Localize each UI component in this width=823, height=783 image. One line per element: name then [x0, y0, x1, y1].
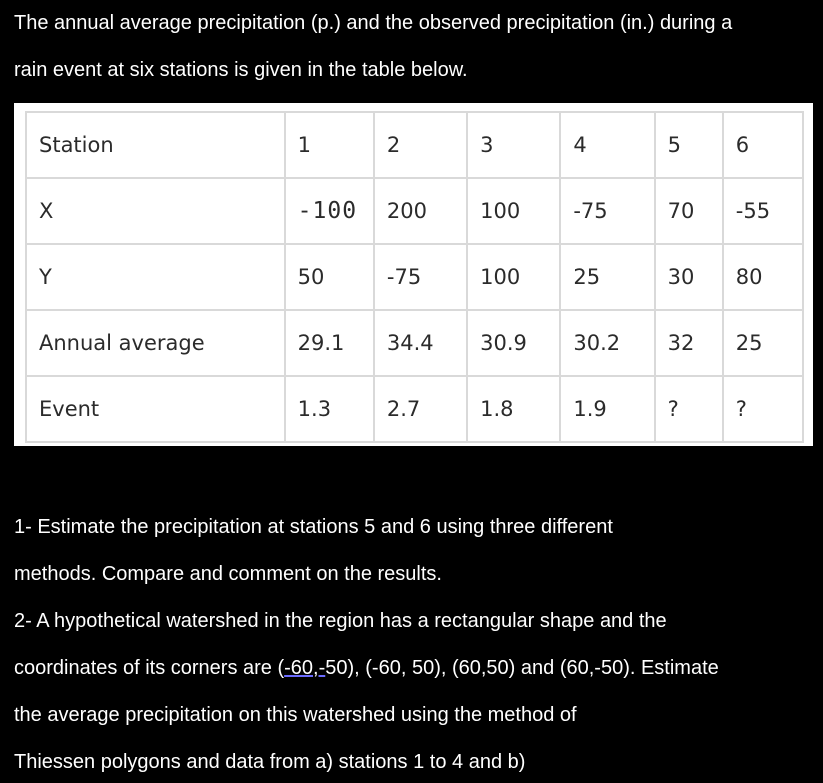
- table-cell: 30.9: [467, 310, 560, 376]
- coordinate-link[interactable]: -60,-: [284, 657, 326, 679]
- table-cell: 29.1: [285, 310, 374, 376]
- table-cell: ?: [723, 376, 803, 442]
- table-cell: 100: [467, 178, 560, 244]
- table-cell: 30.2: [560, 310, 654, 376]
- table-row-x: [26, 178, 803, 244]
- table-image: [14, 103, 813, 446]
- row-label: Event: [26, 376, 285, 442]
- table-cell: 25: [723, 310, 803, 376]
- table-cell: 70: [655, 178, 723, 244]
- questions-text: [14, 504, 814, 783]
- table-cell: 1.9: [560, 376, 654, 442]
- table-cell: 1.8: [467, 376, 560, 442]
- table-cell: 3: [467, 112, 560, 178]
- table-cell: 200: [374, 178, 467, 244]
- intro-text: [14, 0, 814, 94]
- question-2-line-3: the average precipitation on this watershed using the method of: [14, 704, 577, 726]
- row-label: Y: [26, 244, 285, 310]
- table-cell: -75: [560, 178, 654, 244]
- table-cell: 1.3: [285, 376, 374, 442]
- question-1-line-2: methods. Compare and comment on the results.: [14, 563, 442, 585]
- table-row-y: [26, 244, 803, 310]
- question-1-line-1: 1- Estimate the precipitation at stations 5 and 6 using three different: [14, 516, 613, 538]
- question-2-line-2-post: 50), (-60, 50), (60,50) and (60,-50). Estimate: [325, 657, 719, 679]
- question-2-line-1: 2- A hypothetical watershed in the region has a rectangular shape and the: [14, 610, 667, 632]
- table-cell: 32: [655, 310, 723, 376]
- table-cell: 1: [285, 112, 374, 178]
- table-cell: -75: [374, 244, 467, 310]
- row-label: X: [26, 178, 285, 244]
- table-cell: 50: [285, 244, 374, 310]
- table-cell: 34.4: [374, 310, 467, 376]
- row-label: Station: [26, 112, 285, 178]
- intro-line-2: rain event at six stations is given in the table below.: [14, 59, 468, 81]
- table-cell-handwritten: -100: [285, 178, 374, 244]
- row-label: Annual average: [26, 310, 285, 376]
- table-row-event: [26, 376, 803, 442]
- table-cell: 4: [560, 112, 654, 178]
- table-cell: 100: [467, 244, 560, 310]
- table-cell: 80: [723, 244, 803, 310]
- question-2-line-2: [14, 645, 814, 692]
- question-2-line-4: Thiessen polygons and data from a) stations 1 to 4 and b): [14, 751, 526, 773]
- table-cell: 6: [723, 112, 803, 178]
- table-row-annual-average: [26, 310, 803, 376]
- table-row-station: [26, 112, 803, 178]
- table-cell: 30: [655, 244, 723, 310]
- table-cell: 2.7: [374, 376, 467, 442]
- precipitation-table: [25, 111, 804, 443]
- intro-line-1: The annual average precipitation (p.) and the observed precipitation (in.) during a: [14, 12, 733, 34]
- table-cell: 25: [560, 244, 654, 310]
- table-cell: ?: [655, 376, 723, 442]
- table-cell: 5: [655, 112, 723, 178]
- table-cell: 2: [374, 112, 467, 178]
- question-2-line-2-pre: coordinates of its corners are (: [14, 657, 285, 679]
- table-cell: -55: [723, 178, 803, 244]
